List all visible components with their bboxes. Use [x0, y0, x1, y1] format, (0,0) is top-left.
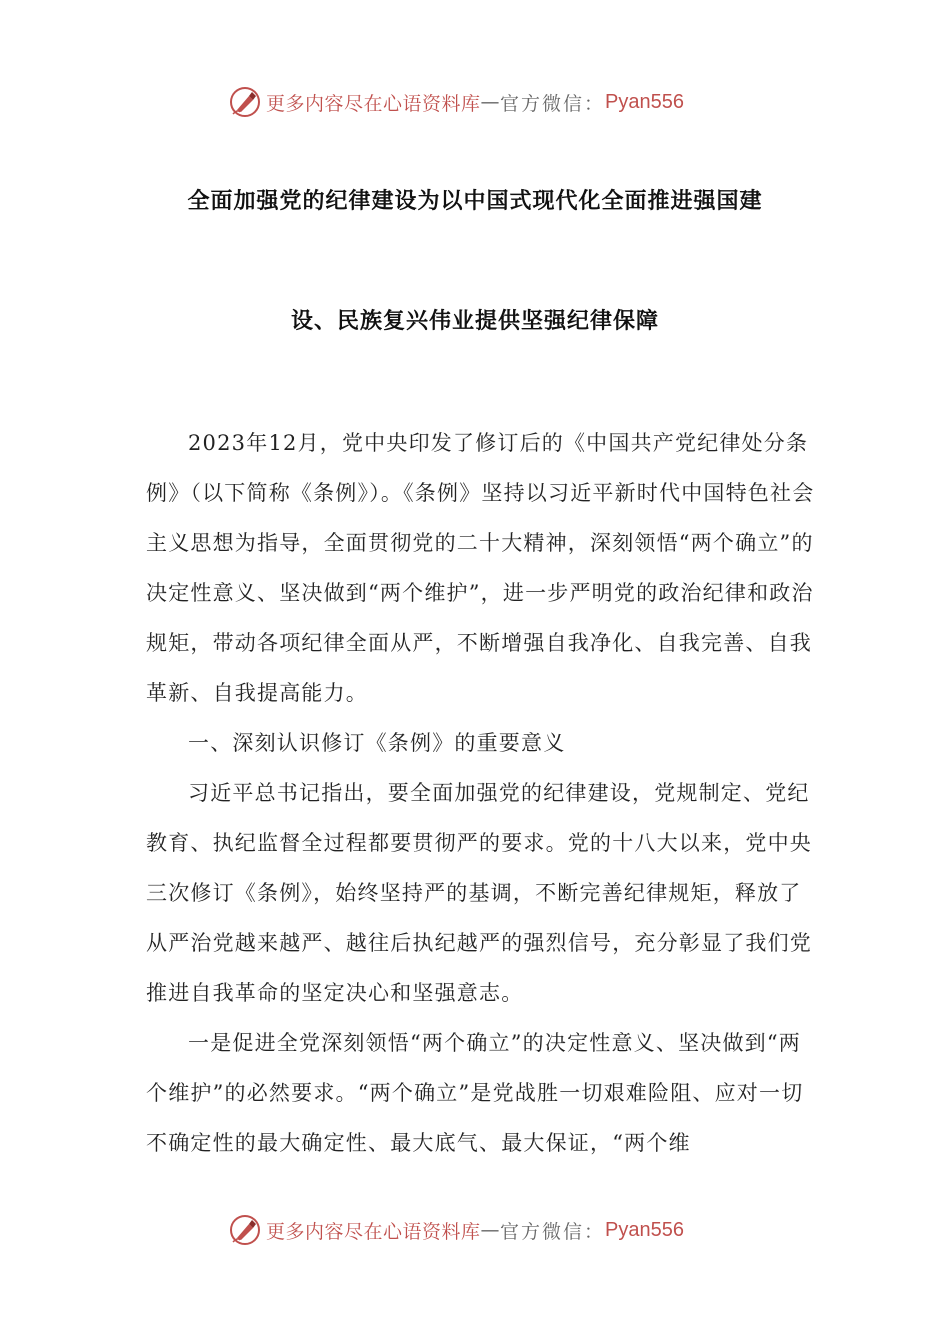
document-title-line-2: 设、民族复兴伟业提供坚强纪律保障	[290, 309, 659, 334]
banner-wechat-id: Pyan556	[605, 90, 684, 113]
paragraph-point-1: 一是促进全党深刻领悟“两个确立”的决定性意义、坚决做到“两个维护”的必然要求。“两个确立”是党战胜一切艰难险阻、应对一切不确定性的最大确定性、最大底气、最大保证，“两个维	[146, 1031, 804, 1155]
pen-nib-logo-icon	[228, 1213, 262, 1247]
banner-wechat-label: 官方微信：	[500, 92, 606, 115]
banner-dash: —	[480, 1219, 501, 1241]
banner-dash: —	[480, 91, 501, 113]
header-watermark-banner	[228, 82, 684, 122]
paragraph-intro: 2023年12月，党中央印发了修订后的《中国共产党纪律处分条例》（以下简称《条例》）。《条例》坚持以习近平新时代中国特色社会主义思想为指导，全面贯彻党的二十大精神，深刻领悟“两个确立”的决定性意义、坚决做到“两个维护”，进一步严明党的政治纪律和政治规矩，带动各项纪律全面从严，不断增强自我净化、自我完善、自我革新、自我提高能力。	[146, 431, 815, 705]
document-body	[146, 418, 816, 1168]
paragraph-section-1: 习近平总书记指出，要全面加强党的纪律建设，党规制定、党纪教育、执纪监督全过程都要贯彻严的要求。党的十八大以来，党中央三次修订《条例》，始终坚持严的基调，不断完善纪律规矩，释放了从严治党越来越严、越往后执纪越严的强烈信号，充分彰显了我们党推进自我革命的坚定决心和坚强意志。	[146, 781, 812, 1005]
document-title-line-1: 全面加强党的纪律建设为以中国式现代化全面推进强国建	[187, 189, 763, 214]
section-heading-1: 一、深刻认识修订《条例》的重要意义	[188, 731, 566, 755]
banner-text: 更多内容尽在心语资料库	[266, 92, 481, 115]
banner-text: 更多内容尽在心语资料库	[266, 1220, 481, 1243]
banner-wechat-label: 官方微信：	[500, 1220, 606, 1243]
footer-watermark-banner	[228, 1210, 684, 1250]
banner-wechat-id: Pyan556	[605, 1218, 684, 1241]
pen-nib-logo-icon	[228, 85, 262, 119]
